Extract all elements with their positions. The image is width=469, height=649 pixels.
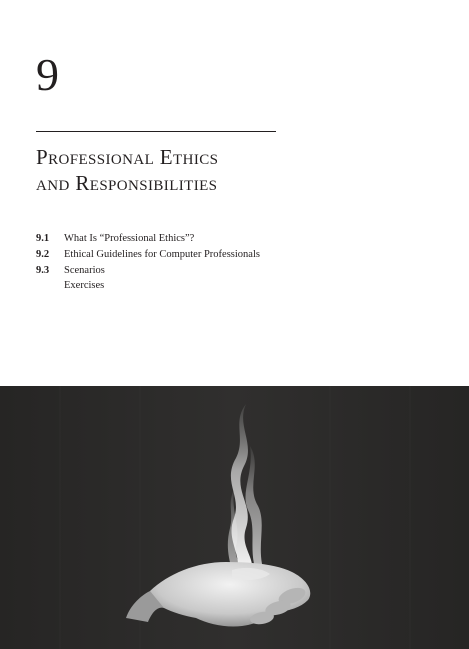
toc-item — [36, 247, 260, 263]
title-rule — [36, 131, 276, 132]
toc-item-number: 9.1 — [36, 233, 50, 244]
toc-item — [36, 278, 260, 294]
toc-item — [36, 263, 260, 279]
chapter-number: 9 — [36, 49, 59, 100]
chapter-title — [36, 144, 356, 196]
toc-item-title: What Is “Professional Ethics”? — [64, 233, 195, 244]
toc-item-title: Scenarios — [64, 264, 105, 276]
toc-item-number: 9.3 — [36, 264, 50, 276]
toc-item-title: Exercises — [64, 280, 105, 292]
toc-item-title: Ethical Guidelines for Computer Professionals — [64, 248, 260, 260]
chapter-title-line-2: and Responsibilities — [36, 171, 218, 195]
chapter-photo — [0, 386, 469, 649]
hand-holding-flame-icon — [0, 386, 469, 649]
chapter-title-line-1: Professional Ethics — [36, 145, 219, 169]
chapter-contents — [36, 231, 260, 294]
toc-item — [36, 231, 260, 247]
toc-item-number: 9.2 — [36, 248, 50, 260]
